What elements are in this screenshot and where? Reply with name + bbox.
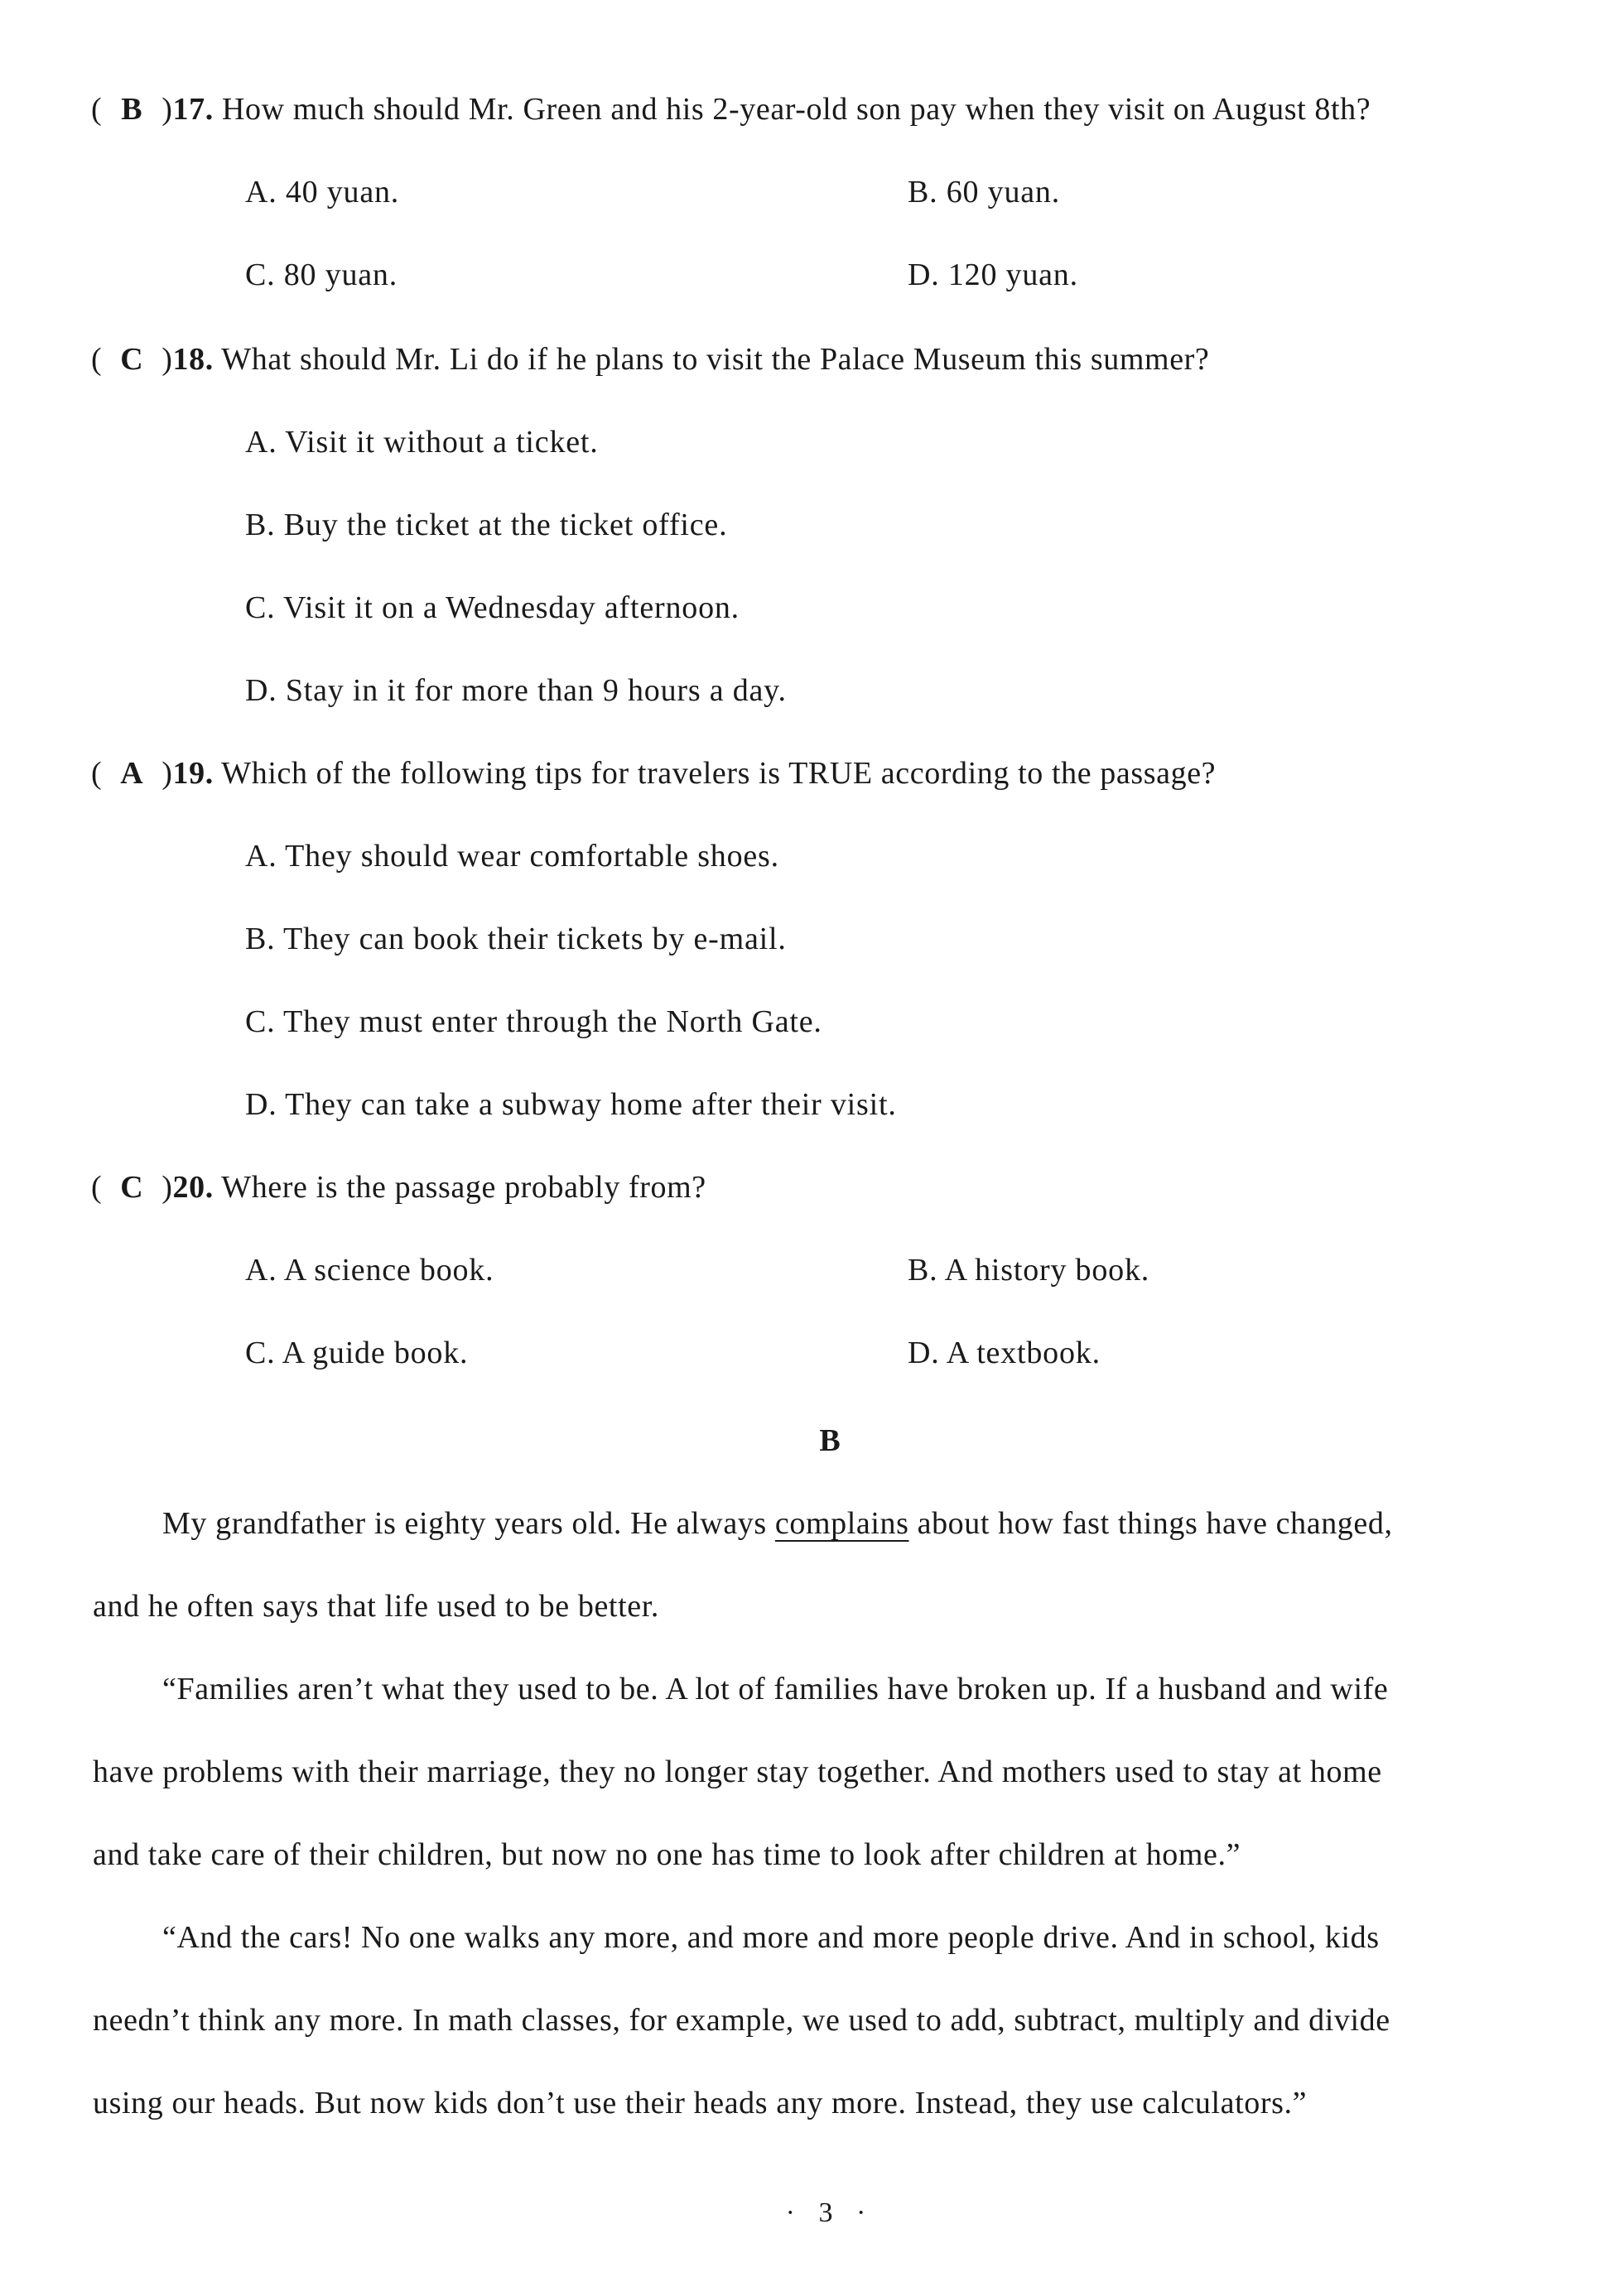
option-20-b: B. A history book. [908,1253,1150,1288]
option-19-c: C. They must enter through the North Gate. [245,1004,822,1039]
passage-p3-line2: needn’t think any more. In math classes, for example, we used to add, subtract, multiply and divide [93,2003,1390,2038]
paren-open: ( [91,342,103,377]
question-20 [91,1169,706,1206]
underlined-word: complains [774,1506,909,1541]
passage-p3-line3: using our heads. But now kids don’t use their heads any more. Instead, they use calculators.” [93,2086,1308,2120]
paren-close: ) [161,756,173,791]
paren-open: ( [91,92,103,127]
question-number: 19. [172,756,214,791]
question-number: 18. [172,342,214,377]
question-stem: Which of the following tips for travelers is TRUE according to the passage? [221,756,1217,791]
option-18-d: D. Stay in it for more than 9 hours a day. [245,673,787,708]
passage-p2-line1: “Families aren’t what they used to be. A lot of families have broken up. If a husband and wife [162,1672,1389,1706]
option-17-c: C. 80 yuan. [245,258,398,292]
paren-open: ( [91,1170,103,1205]
passage-p2-line3: and take care of their children, but now no one has time to look after children at home.” [93,1837,1241,1872]
question-stem: How much should Mr. Green and his 2-year-old son pay when they visit on August 8th? [221,92,1371,127]
question-17 [91,91,1371,128]
answer-18: C [120,342,144,377]
passage-text: about how fast things have changed, [908,1506,1393,1541]
question-number: 17. [172,92,214,127]
page-number: · 3 · [785,2197,875,2228]
option-17-b: B. 60 yuan. [908,175,1061,209]
option-20-c: C. A guide book. [245,1336,469,1370]
option-17-d: D. 120 yuan. [908,258,1078,292]
option-18-a: A. Visit it without a ticket. [245,425,599,460]
option-18-b: B. Buy the ticket at the ticket office. [245,508,728,542]
paren-close: ) [161,342,173,377]
answer-17: B [121,92,143,127]
question-18 [91,341,1209,378]
option-19-d: D. They can take a subway home after their visit. [245,1087,897,1122]
paren-open: ( [91,756,103,791]
question-stem: Where is the passage probably from? [221,1170,706,1205]
passage-p3-line1: “And the cars! No one walks any more, and more and more people drive. And in school, kids [162,1920,1380,1955]
passage-p1-line1 [162,1505,1393,1542]
section-title: B [819,1423,841,1458]
option-20-a: A. A science book. [245,1253,494,1288]
question-19 [91,755,1216,792]
passage-p1-line2: and he often says that life used to be better. [93,1589,659,1624]
option-20-d: D. A textbook. [908,1336,1101,1370]
paren-close: ) [161,92,173,127]
option-19-b: B. They can book their tickets by e-mail. [245,922,787,956]
option-17-a: A. 40 yuan. [245,175,400,209]
option-18-c: C. Visit it on a Wednesday afternoon. [245,590,740,625]
passage-p2-line2: have problems with their marriage, they no longer stay together. And mothers used to stay at home [93,1754,1382,1789]
question-number: 20. [172,1170,214,1205]
answer-20: C [120,1170,144,1205]
question-stem: What should Mr. Li do if he plans to visit the Palace Museum this summer? [221,342,1210,377]
answer-19: A [120,756,144,791]
option-19-a: A. They should wear comfortable shoes. [245,839,779,874]
passage-text: My grandfather is eighty years old. He always [162,1506,775,1541]
paren-close: ) [161,1170,173,1205]
